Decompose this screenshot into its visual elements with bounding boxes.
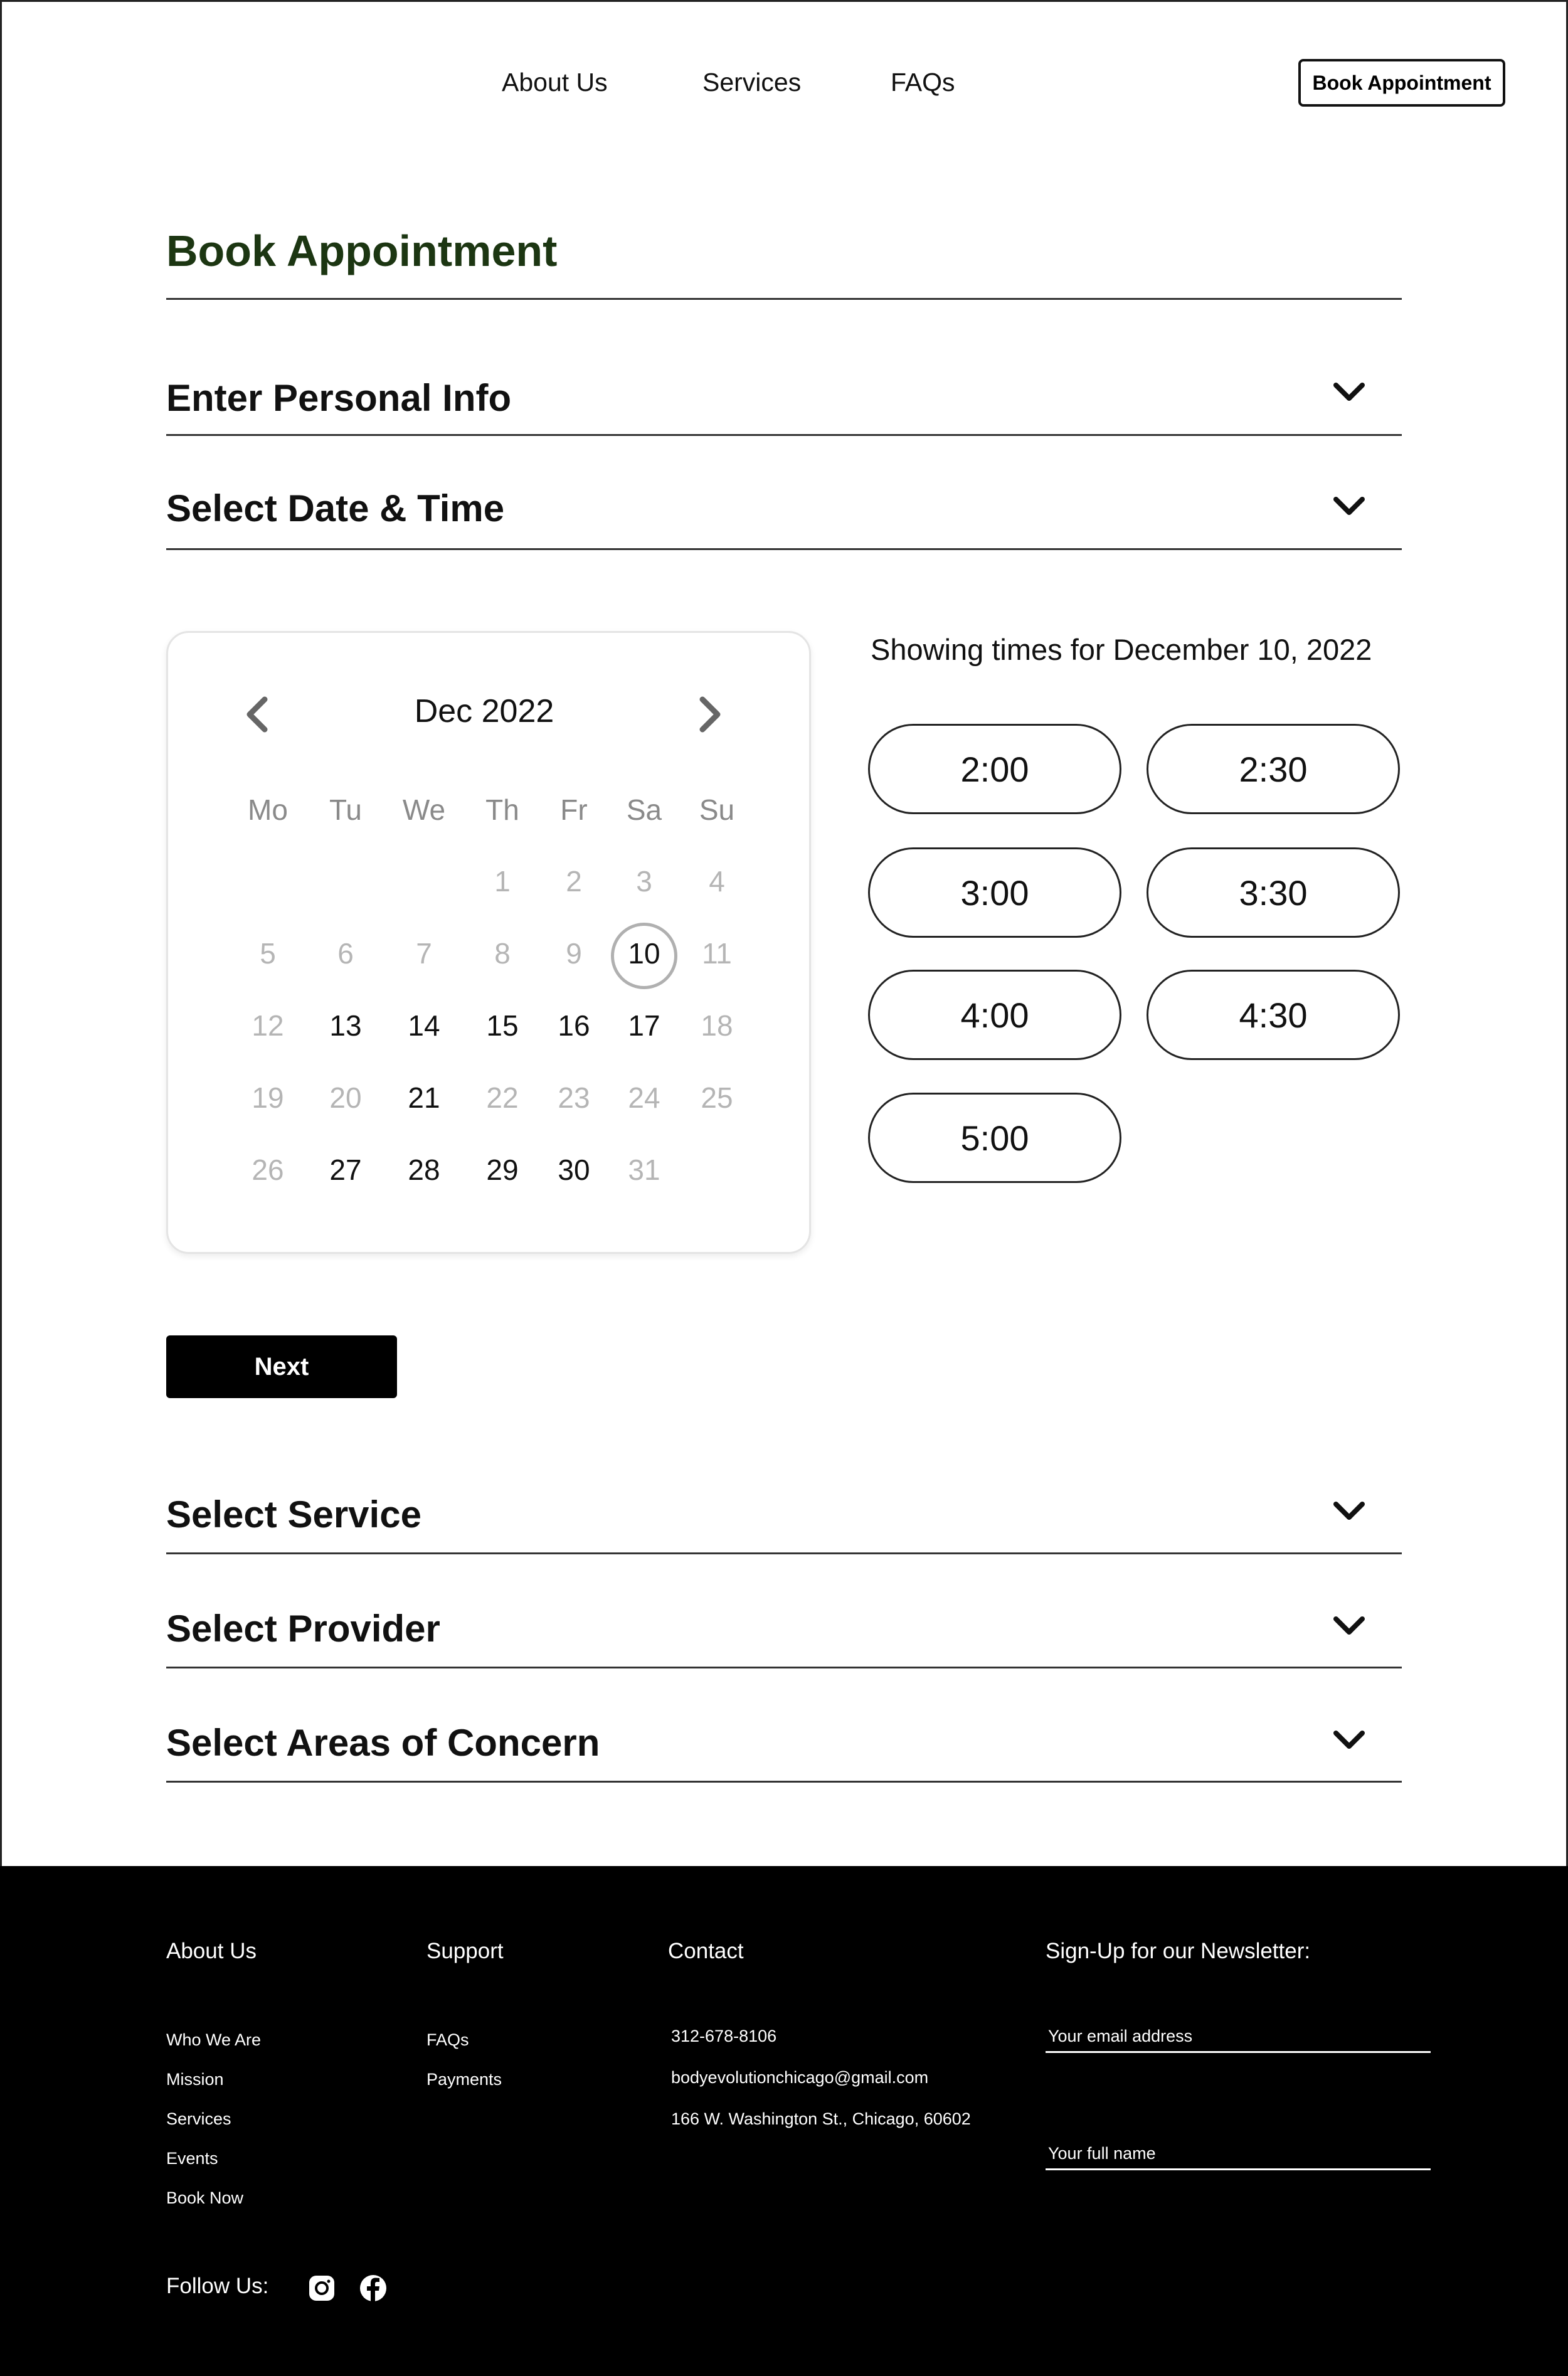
time-slot-button[interactable]: 3:30 bbox=[1147, 847, 1400, 938]
section-date-time[interactable]: Select Date & Time bbox=[166, 487, 505, 529]
calendar-day: 4 bbox=[709, 865, 725, 898]
footer-link-book-now[interactable]: Book Now bbox=[166, 2188, 244, 2207]
time-slot-button[interactable]: 3:00 bbox=[868, 847, 1121, 938]
calendar-day: 8 bbox=[494, 937, 511, 970]
calendar-day: 1 bbox=[494, 865, 511, 898]
calendar-day[interactable]: 13 bbox=[329, 1009, 362, 1042]
facebook-icon[interactable] bbox=[359, 2274, 388, 2303]
footer-link-services[interactable]: Services bbox=[166, 2109, 231, 2128]
time-slot-button[interactable]: 4:00 bbox=[868, 970, 1121, 1060]
time-slot-button[interactable]: 2:00 bbox=[868, 724, 1121, 814]
footer-link-faqs[interactable]: FAQs bbox=[426, 2030, 469, 2049]
footer-contact-heading: Contact bbox=[668, 1939, 744, 1963]
calendar-weekday: Tu bbox=[329, 793, 362, 826]
chevron-down-icon[interactable] bbox=[1333, 1500, 1365, 1522]
calendar-weekday: We bbox=[402, 793, 446, 826]
footer bbox=[0, 1866, 1568, 2376]
calendar-day[interactable]: 28 bbox=[408, 1154, 440, 1186]
calendar-day[interactable]: 14 bbox=[408, 1009, 440, 1042]
calendar-day[interactable]: 29 bbox=[486, 1154, 519, 1186]
newsletter-email-input[interactable] bbox=[1046, 2022, 1431, 2053]
footer-address: 166 W. Washington St., Chicago, 60602 bbox=[671, 2109, 971, 2128]
time-slot-button[interactable]: 5:00 bbox=[868, 1093, 1121, 1183]
footer-phone: 312-678-8106 bbox=[671, 2027, 777, 2045]
calendar-day: 2 bbox=[566, 865, 582, 898]
calendar-month-label: Dec 2022 bbox=[414, 693, 554, 729]
section-divider bbox=[166, 548, 1402, 550]
calendar-weekday: Th bbox=[485, 793, 519, 826]
calendar-day: 11 bbox=[702, 937, 732, 970]
calendar-day: 5 bbox=[260, 937, 276, 970]
calendar-day: 12 bbox=[252, 1009, 284, 1042]
footer-link-events[interactable]: Events bbox=[166, 2149, 218, 2168]
calendar-day: 18 bbox=[701, 1009, 733, 1042]
title-divider bbox=[166, 298, 1402, 300]
section-areas-of-concern[interactable]: Select Areas of Concern bbox=[166, 1722, 600, 1764]
calendar-day: 24 bbox=[628, 1081, 660, 1114]
calendar-weekday: Su bbox=[699, 793, 735, 826]
calendar-day[interactable]: 21 bbox=[408, 1081, 440, 1114]
calendar-weekday: Fr bbox=[560, 793, 588, 826]
instagram-icon[interactable] bbox=[307, 2274, 336, 2303]
chevron-down-icon[interactable] bbox=[1333, 1615, 1365, 1636]
chevron-down-icon[interactable] bbox=[1333, 496, 1365, 517]
calendar-day: 31 bbox=[628, 1154, 660, 1186]
showing-times-label: Showing times for December 10, 2022 bbox=[871, 633, 1372, 666]
calendar-day: 22 bbox=[486, 1081, 519, 1114]
calendar-day[interactable]: 27 bbox=[329, 1154, 362, 1186]
calendar-day: 20 bbox=[329, 1081, 362, 1114]
calendar-day-selected[interactable]: 10 bbox=[628, 937, 660, 970]
calendar-weekday: Mo bbox=[248, 793, 288, 826]
footer-link-who-we-are[interactable]: Who We Are bbox=[166, 2030, 262, 2049]
follow-us-label: Follow Us: bbox=[166, 2274, 269, 2298]
time-slot-button[interactable]: 4:30 bbox=[1147, 970, 1400, 1060]
calendar-day: 19 bbox=[252, 1081, 284, 1114]
footer-newsletter-heading: Sign-Up for our Newsletter: bbox=[1046, 1939, 1311, 1963]
calendar-weekday: Sa bbox=[626, 793, 662, 826]
section-divider bbox=[166, 1667, 1402, 1668]
section-divider bbox=[166, 434, 1402, 436]
footer-about-heading: About Us bbox=[166, 1939, 257, 1963]
footer-link-payments[interactable]: Payments bbox=[426, 2070, 502, 2089]
footer-support-heading: Support bbox=[426, 1939, 504, 1963]
nav-about-us[interactable]: About Us bbox=[502, 68, 608, 97]
section-personal-info[interactable]: Enter Personal Info bbox=[166, 377, 512, 419]
section-service[interactable]: Select Service bbox=[166, 1493, 421, 1535]
calendar bbox=[166, 631, 811, 1254]
calendar-day: 3 bbox=[636, 865, 652, 898]
chevron-right-icon[interactable] bbox=[696, 696, 725, 733]
section-divider bbox=[166, 1552, 1402, 1554]
calendar-day: 23 bbox=[558, 1081, 590, 1114]
page-title: Book Appointment bbox=[166, 226, 558, 275]
chevron-down-icon[interactable] bbox=[1333, 381, 1365, 403]
calendar-day: 9 bbox=[566, 937, 582, 970]
section-divider bbox=[166, 1781, 1402, 1783]
time-slot-button[interactable]: 2:30 bbox=[1147, 724, 1400, 814]
nav-services[interactable]: Services bbox=[702, 68, 802, 97]
calendar-day: 26 bbox=[252, 1154, 284, 1186]
calendar-day[interactable]: 30 bbox=[558, 1154, 590, 1186]
calendar-day[interactable]: 16 bbox=[558, 1009, 590, 1042]
calendar-day[interactable]: 15 bbox=[486, 1009, 519, 1042]
calendar-day: 6 bbox=[337, 937, 354, 970]
calendar-day[interactable]: 17 bbox=[628, 1009, 660, 1042]
footer-link-mission[interactable]: Mission bbox=[166, 2070, 224, 2089]
calendar-day: 7 bbox=[416, 937, 432, 970]
header-book-appointment-button[interactable]: Book Appointment bbox=[1298, 59, 1505, 107]
chevron-down-icon[interactable] bbox=[1333, 1729, 1365, 1751]
nav-faqs[interactable]: FAQs bbox=[891, 68, 955, 97]
newsletter-name-input[interactable] bbox=[1046, 2139, 1431, 2170]
footer-email: bodyevolutionchicago@gmail.com bbox=[671, 2068, 929, 2087]
next-button[interactable]: Next bbox=[166, 1335, 397, 1398]
section-provider[interactable]: Select Provider bbox=[166, 1608, 440, 1650]
calendar-day: 25 bbox=[701, 1081, 733, 1114]
